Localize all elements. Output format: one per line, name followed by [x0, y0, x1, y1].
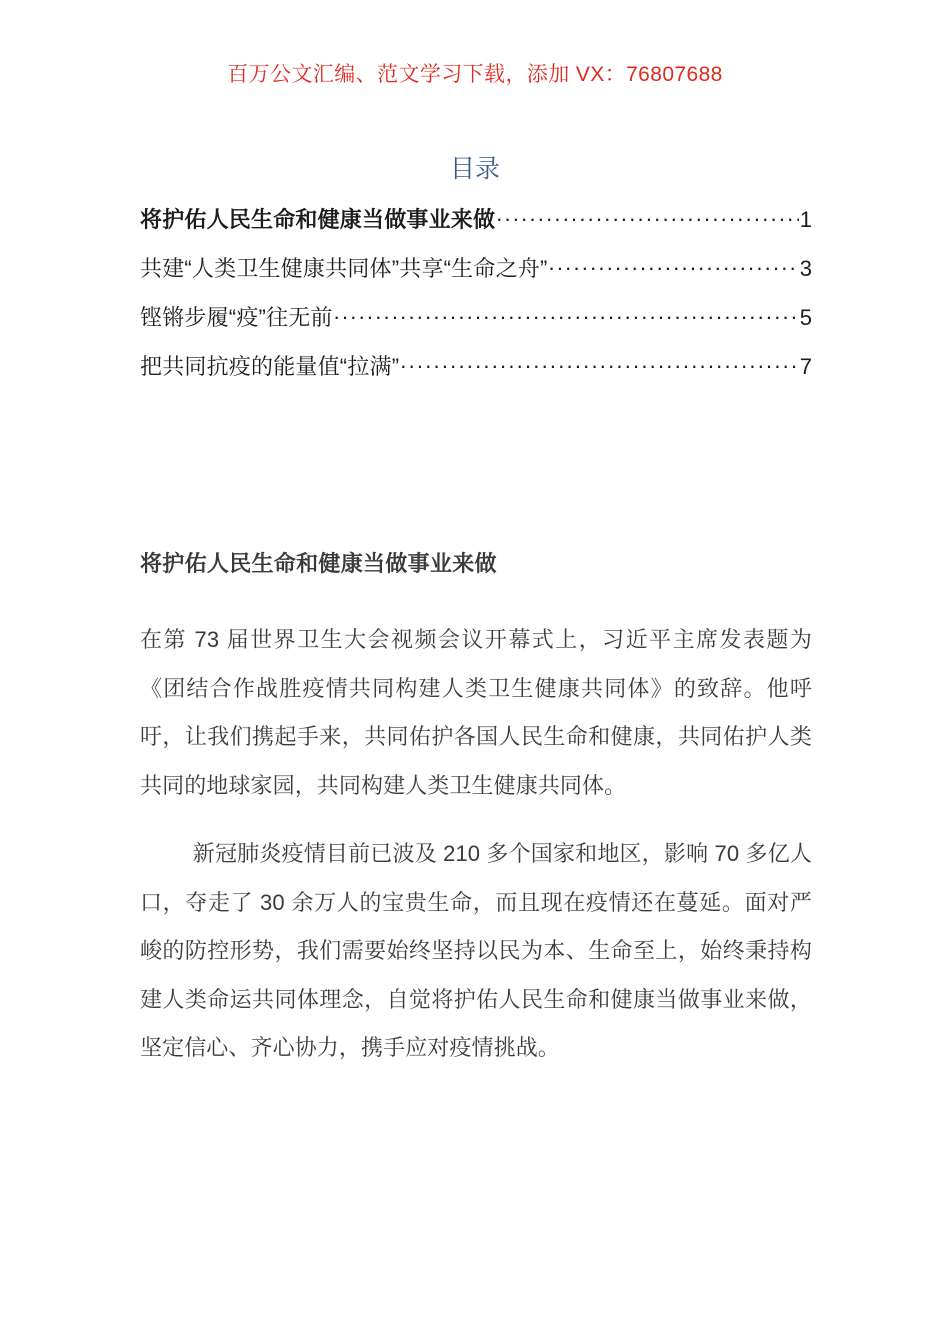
- toc-entry-page-number: 7: [799, 354, 812, 379]
- toc-leader-dots: [400, 352, 798, 374]
- toc-entry-page-number: 5: [799, 305, 812, 330]
- table-of-contents-list: [140, 203, 812, 399]
- toc-leader-dots: [496, 205, 799, 227]
- toc-entry[interactable]: [140, 203, 812, 252]
- toc-entry[interactable]: [140, 252, 812, 301]
- toc-entry-label: 将护佑人民生命和健康当做事业来做: [140, 207, 496, 232]
- table-of-contents-title: 目录: [449, 155, 500, 183]
- article-heading: 将护佑人民生命和健康当做事业来做: [140, 551, 497, 576]
- toc-entry[interactable]: [140, 301, 812, 350]
- toc-entry-label: 铿锵步履“疫”往无前: [140, 305, 333, 330]
- toc-leader-dots: [334, 303, 799, 325]
- toc-entry-label: 把共同抗疫的能量值“拉满”: [140, 354, 400, 379]
- toc-entry-label: 共建“人类卫生健康共同体”共享“生命之舟”: [140, 256, 548, 281]
- toc-entry[interactable]: [140, 350, 812, 399]
- article-paragraph: 新冠肺炎疫情目前已波及 210 多个国家和地区，影响 70 多亿人口，夺走了 30 余万人的宝贵生命，而且现在疫情还在蔓延。面对严峻的防控形势，我们需要始终坚持以民为本、生命至上，始终秉持构建人类命运共同体理念，自觉将护佑人民生命和健康当做事业来做，坚定信心、齐心协力，携手应对疫情挑战。: [140, 841, 812, 1060]
- promo-header-text: 百万公文汇编、范文学习下载，添加 VX：76807688: [227, 63, 723, 86]
- article-paragraph: 在第 73 届世界卫生大会视频会议开幕式上，习近平主席发表题为《团结合作战胜疫情共同构建人类卫生健康共同体》的致辞。他呼吁，让我们携起手来，共同佑护各国人民生命和健康，共同佑护人类共同的地球家园，共同构建人类卫生健康共同体。: [140, 627, 812, 798]
- article-body: [140, 548, 812, 1073]
- toc-entry-page-number: 1: [799, 207, 812, 232]
- toc-leader-dots: [549, 254, 799, 276]
- toc-entry-page-number: 3: [799, 256, 812, 281]
